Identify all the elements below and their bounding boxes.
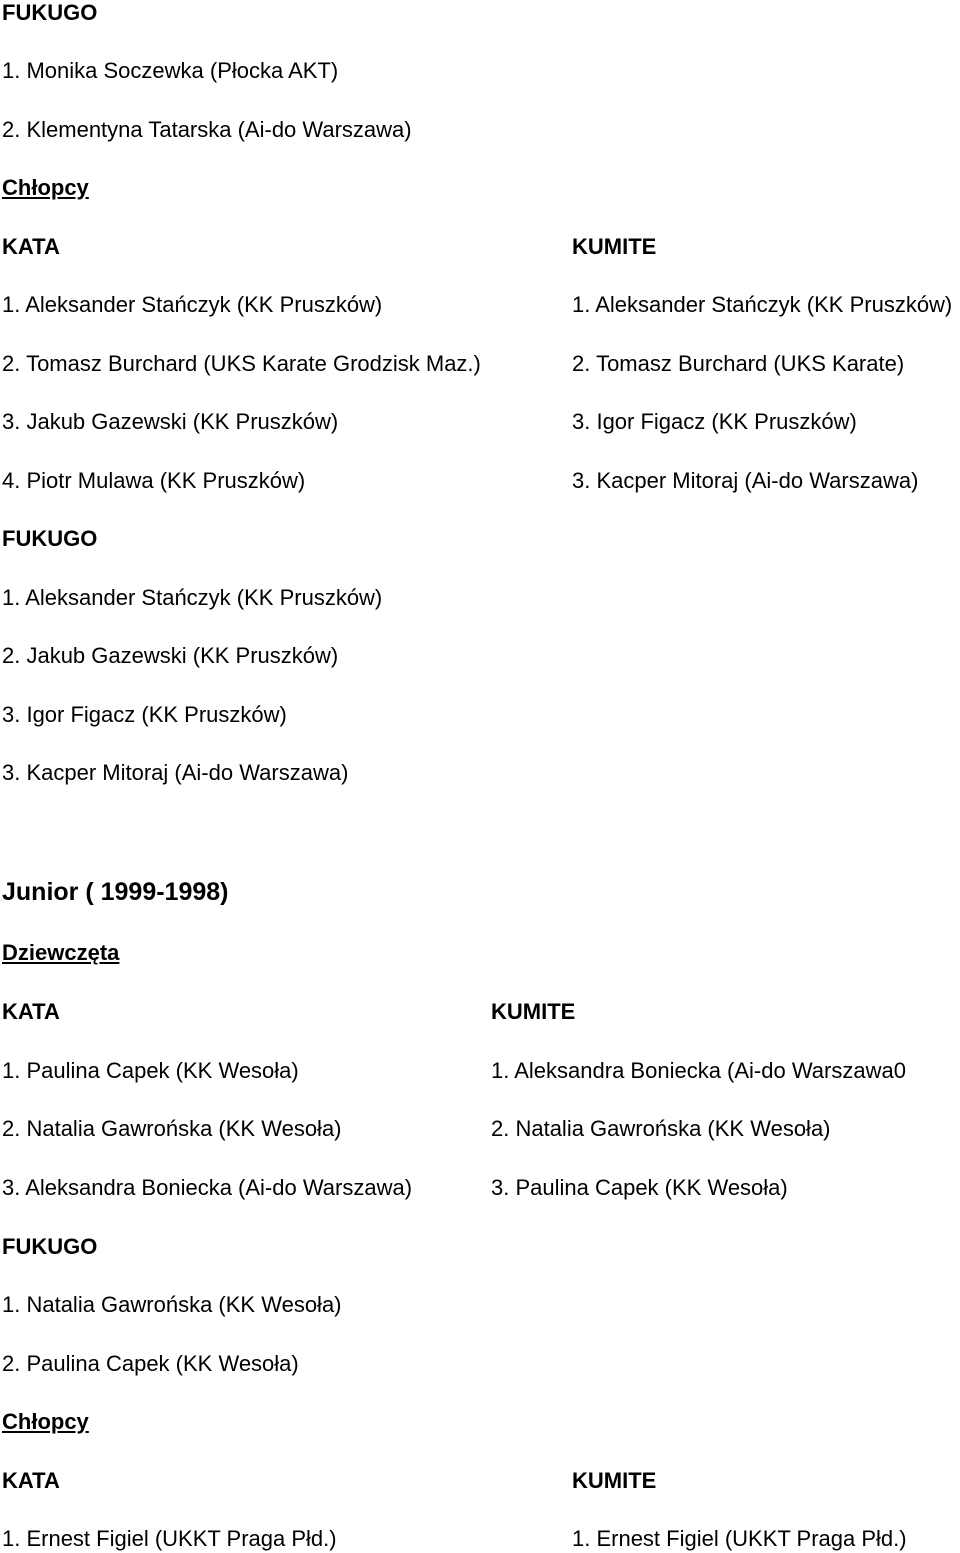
list-item: 1. Monika Soczewka (Płocka AKT) [2, 58, 339, 83]
fukugo-result: 1. Natalia Gawrońska (KK Wesoła) [2, 1292, 342, 1317]
kumite-result: 3. Igor Figacz (KK Pruszków) [572, 409, 857, 434]
fukugo-heading: FUKUGO [2, 0, 98, 25]
kata-heading: KATA [2, 234, 60, 259]
junior-title: Junior ( 1999-1998) [2, 878, 229, 906]
kata-result: 1. Paulina Capek (KK Wesoła) [2, 1058, 299, 1083]
fukugo-result: 3. Kacper Mitoraj (Ai-do Warszawa) [2, 760, 349, 785]
kata-result: 2. Tomasz Burchard (UKS Karate Grodzisk Maz.) [2, 351, 481, 376]
group-heading-girls: Dziewczęta [2, 940, 120, 965]
kata-result: 1. Ernest Figiel (UKKT Praga Płd.) [2, 1526, 337, 1551]
kata-result: 1. Aleksander Stańczyk (KK Pruszków) [2, 292, 383, 317]
kata-heading: KATA [2, 1468, 60, 1493]
fukugo-result: 1. Aleksander Stańczyk (KK Pruszków) [2, 585, 383, 610]
group-heading-boys: Chłopcy [2, 175, 89, 200]
kumite-result: 1. Aleksandra Boniecka (Ai-do Warszawa0 [491, 1058, 906, 1083]
list-item: 2. Klementyna Tatarska (Ai-do Warszawa) [2, 117, 412, 142]
group-heading-boys: Chłopcy [2, 1409, 89, 1434]
fukugo-result: 2. Paulina Capek (KK Wesoła) [2, 1351, 299, 1376]
kata-result: 3. Jakub Gazewski (KK Pruszków) [2, 409, 339, 434]
kumite-heading: KUMITE [572, 234, 657, 259]
kata-result: 2. Natalia Gawrońska (KK Wesoła) [2, 1116, 342, 1141]
kumite-result: 1. Aleksander Stańczyk (KK Pruszków) [572, 292, 953, 317]
kumite-heading: KUMITE [572, 1468, 657, 1493]
kumite-result: 2. Tomasz Burchard (UKS Karate) [572, 351, 905, 376]
fukugo-result: 2. Jakub Gazewski (KK Pruszków) [2, 643, 339, 668]
fukugo-heading: FUKUGO [2, 526, 98, 551]
kumite-result: 3. Kacper Mitoraj (Ai-do Warszawa) [572, 468, 919, 493]
kata-result: 3. Aleksandra Boniecka (Ai-do Warszawa) [2, 1175, 413, 1200]
kata-result: 4. Piotr Mulawa (KK Pruszków) [2, 468, 306, 493]
kata-heading: KATA [2, 999, 60, 1024]
fukugo-heading: FUKUGO [2, 1234, 98, 1259]
kumite-result: 3. Paulina Capek (KK Wesoła) [491, 1175, 788, 1200]
kumite-result: 2. Natalia Gawrońska (KK Wesoła) [491, 1116, 831, 1141]
fukugo-result: 3. Igor Figacz (KK Pruszków) [2, 702, 287, 727]
kumite-heading: KUMITE [491, 999, 576, 1024]
kumite-result: 1. Ernest Figiel (UKKT Praga Płd.) [572, 1526, 907, 1551]
